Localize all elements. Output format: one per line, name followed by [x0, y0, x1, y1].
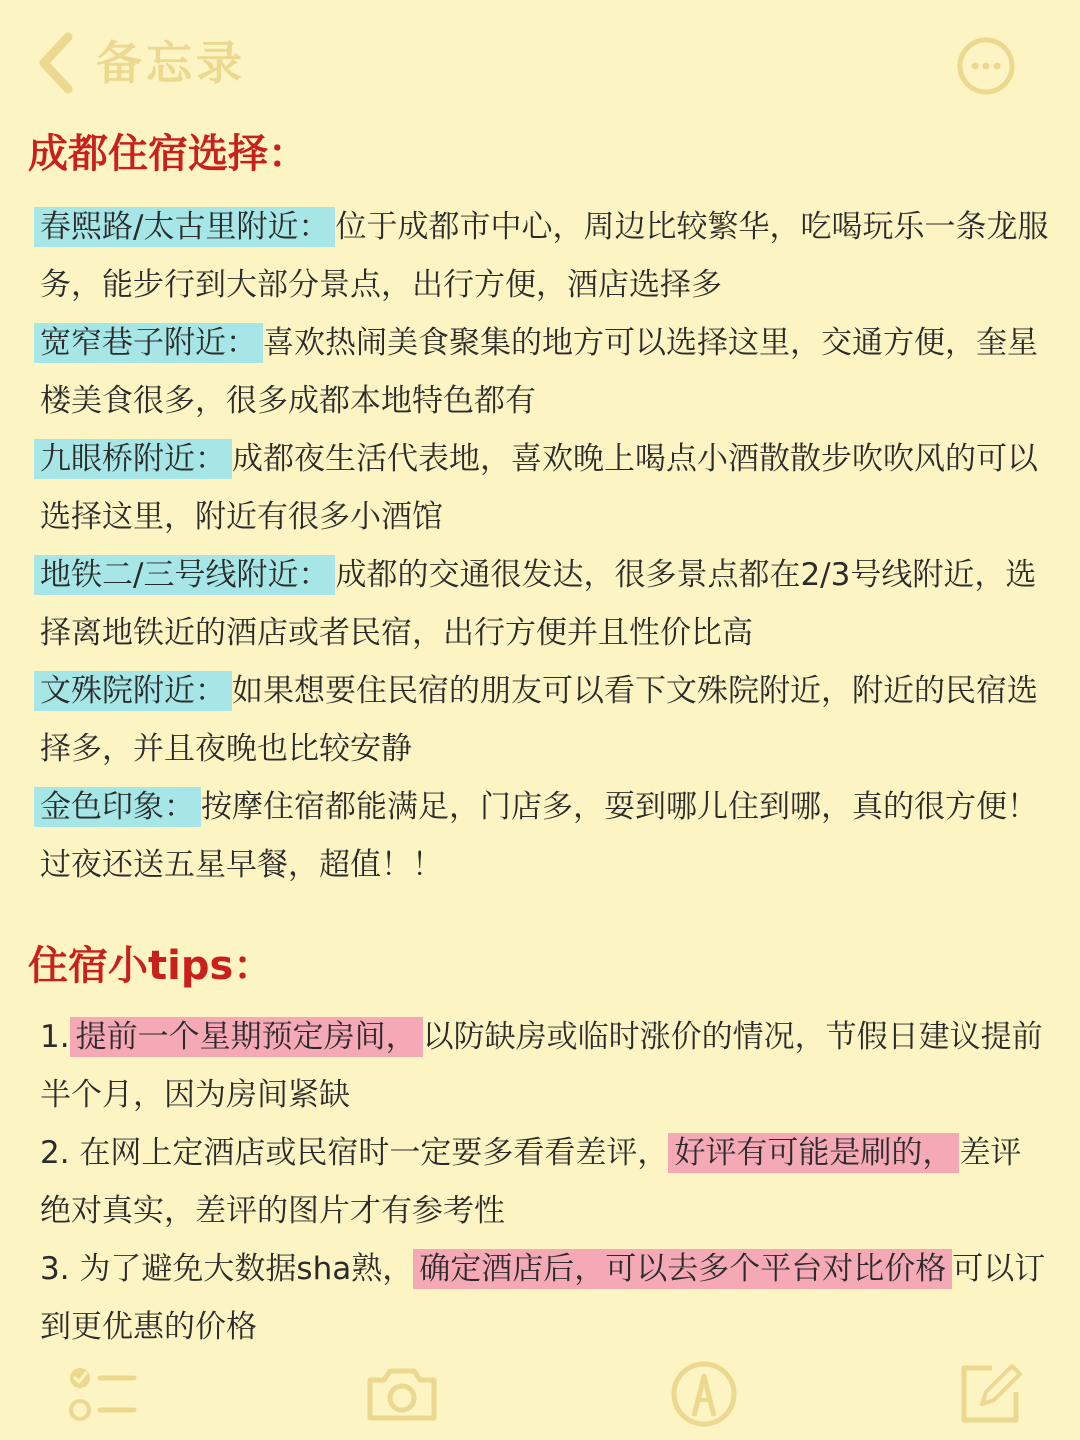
section-title-tips: 住宿小tips： — [28, 943, 274, 989]
tip-item — [40, 1240, 1050, 1356]
tip-highlight: 确定酒店后，可以去多个平台对比价格 — [413, 1249, 952, 1289]
item-text: 成都夜生活代表地，喜欢晚上喝点小酒散散步吹吹风的可以选择这里，附近有很多小酒馆 — [40, 441, 1038, 535]
chevron-left-icon — [36, 31, 76, 95]
camera-icon — [362, 1354, 442, 1434]
list-item — [40, 198, 1050, 314]
tip-prefix: 2. 在网上定酒店或民宿时一定要多看看差评， — [40, 1135, 669, 1171]
tip-prefix: 3. 为了避免大数据sha熟， — [40, 1251, 414, 1287]
bottom-toolbar — [0, 1340, 1080, 1440]
more-options-button[interactable] — [956, 36, 1016, 96]
section-title-accommodation: 成都住宿选择： — [28, 131, 308, 177]
list-item — [40, 546, 1050, 662]
tip-text: 以防缺房或临时涨价的情况，节假日建议提前半个月，因为房间紧缺 — [40, 1019, 1043, 1113]
highlighted-label: 宽窄巷子附近： — [34, 323, 263, 363]
item-text: 成都的交通很发达，很多景点都在2/3号线附近，选择离地铁近的酒店或者民宿，出行方便并且性价比高 — [40, 557, 1037, 651]
list-item — [40, 778, 1050, 894]
item-text: 如果想要住民宿的朋友可以看下文殊院附近，附近的民宿选择多，并且夜晚也比较安静 — [40, 673, 1038, 767]
checklist-icon — [62, 1354, 142, 1434]
tip-text: 差评绝对真实，差评的图片才有参考性 — [40, 1135, 1022, 1229]
camera-button[interactable] — [362, 1354, 442, 1434]
highlighted-label: 春熙路/太古里附近： — [34, 207, 335, 247]
list-item — [40, 662, 1050, 778]
highlighted-label: 地铁二/三号线附近： — [34, 555, 335, 595]
more-dots-icon — [956, 36, 1016, 96]
compose-button[interactable] — [952, 1354, 1032, 1434]
tip-text: 可以订到更优惠的价格 — [40, 1251, 1046, 1345]
item-text: 喜欢热闹美食聚集的地方可以选择这里，交通方便，奎星楼美食很多，很多成都本地特色都有 — [40, 325, 1038, 419]
checklist-button[interactable] — [62, 1354, 142, 1434]
highlighted-label: 九眼桥附近： — [34, 439, 232, 479]
item-text: 按摩住宿都能满足，门店多，耍到哪儿住到哪，真的很方便！过夜还送五星早餐，超值！！ — [40, 789, 1038, 883]
note-body[interactable] — [28, 118, 1058, 1356]
highlighted-label: 金色印象： — [34, 787, 201, 827]
tip-highlight: 好评有可能是刷的， — [668, 1133, 959, 1173]
tip-item — [40, 1008, 1050, 1124]
compose-icon — [952, 1354, 1032, 1434]
pen-icon — [664, 1354, 744, 1434]
back-button[interactable] — [36, 30, 246, 96]
markup-button[interactable] — [664, 1354, 744, 1434]
item-text: 位于成都市中心，周边比较繁华，吃喝玩乐一条龙服务，能步行到大部分景点，出行方便，酒店选择多 — [40, 209, 1049, 303]
list-item — [40, 314, 1050, 430]
back-label: 备忘录 — [96, 36, 246, 90]
top-bar — [0, 0, 1080, 120]
tip-prefix: 1. — [40, 1019, 70, 1055]
tip-item — [40, 1124, 1050, 1240]
list-item — [40, 430, 1050, 546]
tip-highlight: 提前一个星期预定房间， — [70, 1017, 423, 1057]
highlighted-label: 文殊院附近： — [34, 671, 232, 711]
